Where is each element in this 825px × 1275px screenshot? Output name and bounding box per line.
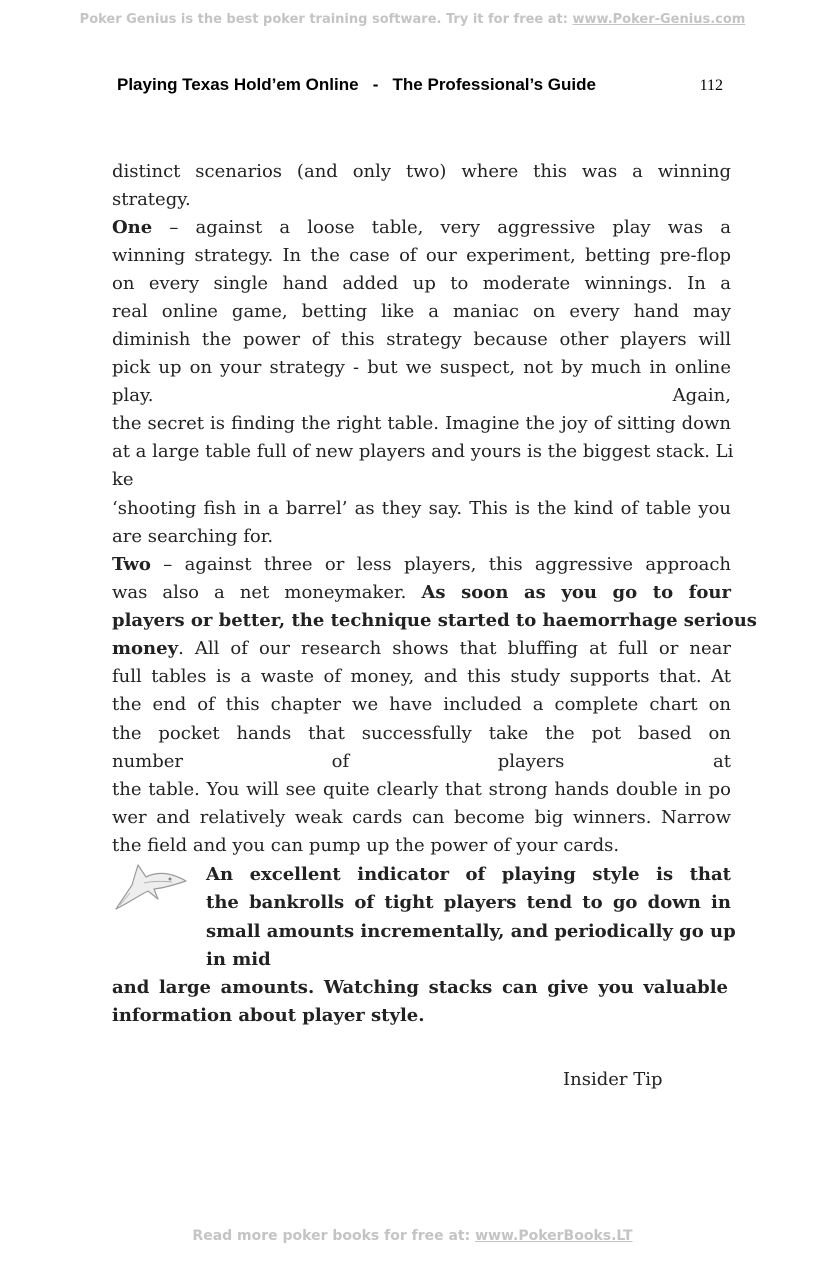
body-line: ‘shooting fish in a barrel’ as they say. This is the kind of table you: [112, 498, 731, 519]
tip-line: small amounts incrementally, and periodically go up: [206, 921, 736, 942]
body-text: Again,: [672, 385, 731, 406]
tip-line: and large amounts. Watching stacks can give you valuable: [112, 977, 728, 998]
poker-genius-link[interactable]: www.Poker-Genius.com: [572, 12, 746, 27]
promo-top-text: Poker Genius is the best poker training software. Try it for free at:: [79, 12, 573, 27]
body-line: diminish the power of this strategy because other players will: [112, 329, 731, 350]
body-line: ke: [112, 469, 134, 490]
scenario-two-label: Two: [112, 554, 151, 575]
body-line: strategy.: [112, 189, 191, 210]
body-line: on every single hand added up to moderate winnings. In a: [112, 273, 731, 294]
tip-line: the bankrolls of tight players tend to go down in: [206, 892, 731, 913]
body-line: distinct scenarios (and only two) where this was a winning: [112, 161, 731, 182]
body-line: wer and relatively weak cards can become big winners. Narrow: [112, 807, 731, 828]
body-text: . All of our research shows that bluffing at full or near: [178, 638, 731, 659]
body-line: the end of this chapter we have included a complete chart on: [112, 694, 731, 715]
body-line: winning strategy. In the case of our experiment, betting pre-flop: [112, 245, 731, 266]
body-line: number of players at: [112, 751, 731, 772]
body-line: pick up on your strategy - but we suspect, not by much in online: [112, 357, 731, 378]
bold-text: money: [112, 638, 179, 659]
insider-tip-label: Insider Tip: [563, 1069, 663, 1090]
promo-banner-top: [0, 12, 825, 27]
body-line: the secret is finding the right table. Imagine the joy of sitting down: [112, 413, 731, 434]
body-line: [112, 636, 731, 662]
body-line: [112, 552, 731, 578]
page-header: [117, 75, 723, 97]
tip-line: in mid: [206, 949, 271, 970]
body-line: players or better, the technique started to haemorrhage serious: [112, 610, 757, 631]
body-line: full tables is a waste of money, and this study supports that. At: [112, 666, 731, 687]
body-line: at a large table full of new players and yours is the biggest stack. Li: [112, 441, 734, 462]
tip-line: An excellent indicator of playing style is that: [206, 864, 731, 885]
promo-bottom-text: Read more poker books for free at:: [192, 1228, 476, 1244]
body-text: play.: [112, 385, 154, 406]
promo-banner-bottom: [0, 1228, 825, 1244]
body-line: real online game, betting like a maniac on every hand may: [112, 301, 731, 322]
body-text: – against a loose table, very aggressive play was a: [152, 217, 731, 238]
body-text: was also a net moneymaker.: [112, 582, 422, 603]
body-line: the pocket hands that successfully take the pot based on: [112, 723, 731, 744]
tip-line: information about player style.: [112, 1005, 425, 1026]
body-line: [112, 215, 731, 241]
body-line: the table. You will see quite clearly that strong hands double in po: [112, 779, 731, 800]
pokerbooks-link[interactable]: www.PokerBooks.LT: [475, 1228, 633, 1244]
body-line: [112, 383, 731, 409]
scenario-one-label: One: [112, 217, 153, 238]
body-line: are searching for.: [112, 526, 274, 547]
body-line: [112, 580, 731, 606]
bold-text: As soon as you go to four: [421, 582, 731, 603]
book-title: Playing Texas Hold’em Online - The Professional’s Guide: [117, 75, 596, 94]
body-text: – against three or less players, this aggressive approach: [150, 554, 731, 575]
shark-icon: [114, 855, 188, 913]
page-number: 112: [699, 77, 723, 94]
body-line: the field and you can pump up the power of your cards.: [112, 835, 620, 856]
